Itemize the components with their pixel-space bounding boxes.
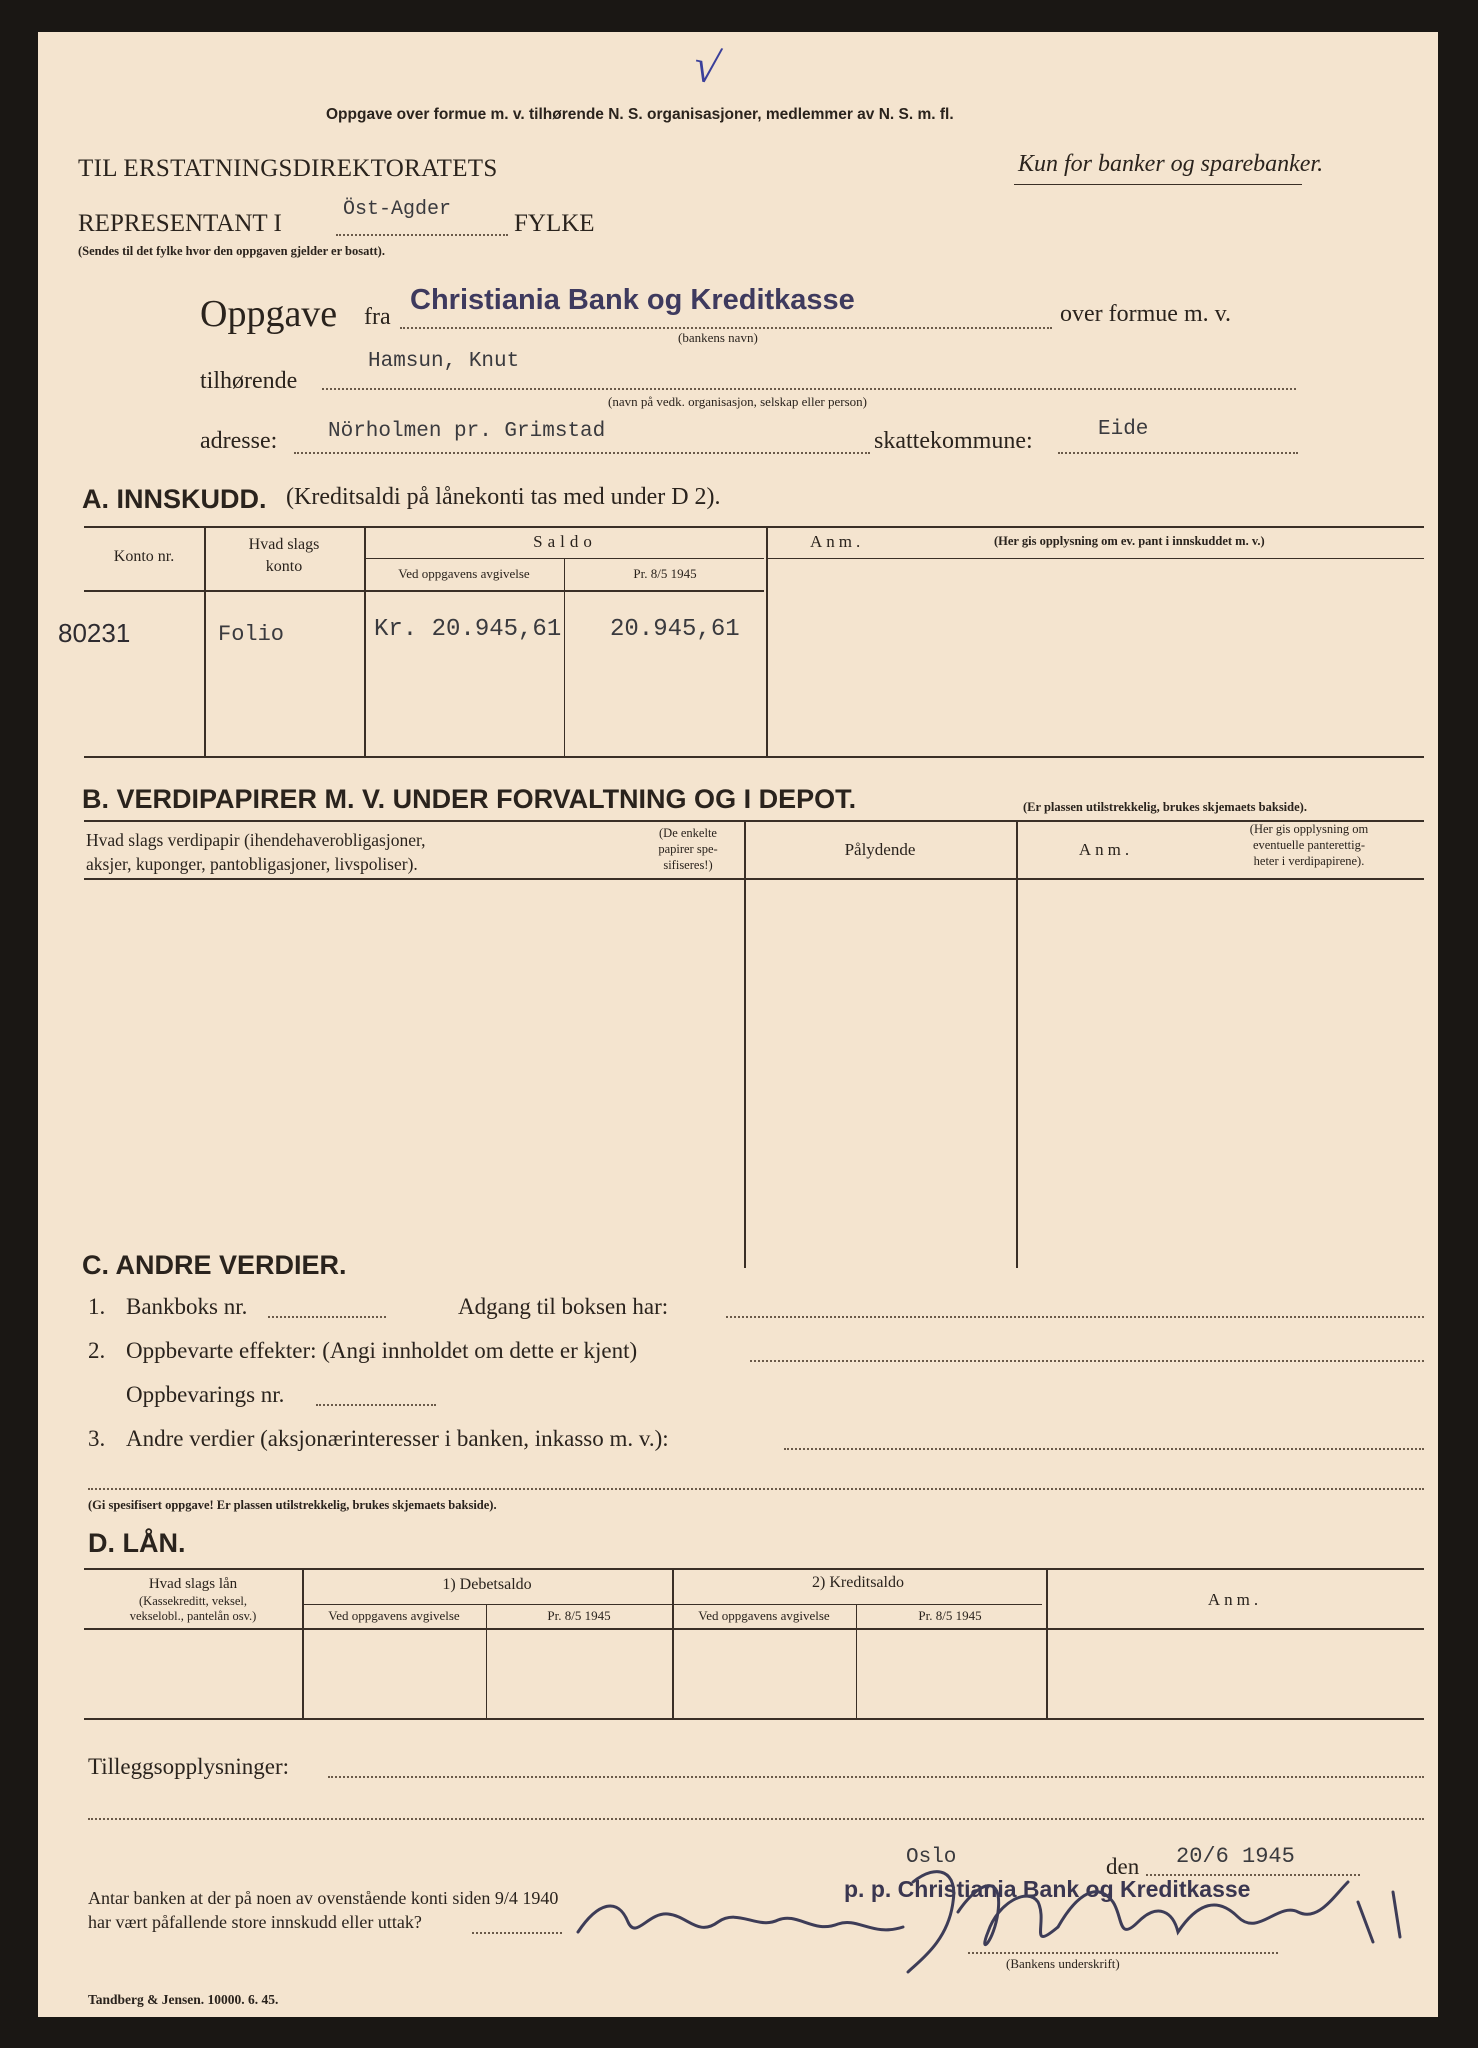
col-hvad-slags-1: Hvad slags [248,536,320,553]
adgang-field[interactable] [726,1316,1424,1318]
den-label: den [1106,1854,1140,1879]
tillegg-label: Tilleggsopplysninger: [88,1754,290,1779]
oppbevarings-field[interactable] [316,1404,436,1406]
col-hvad-slags-2: konto [265,558,303,575]
andre-verdier-field[interactable] [784,1448,1424,1450]
section-a-subtitle: (Kreditsaldi på lånekonti tas med under D 2). [286,484,721,510]
col-kreditsaldo: 2) Kreditsaldo [812,1574,904,1591]
bankboks-field[interactable] [268,1316,386,1318]
col-anm-d: Anm. [1207,1590,1263,1609]
skattekommune-label: skattekommune: [874,428,1033,454]
col-debet-pr: Pr. 8/5 1945 [547,1608,611,1623]
til-line: TIL ERSTATNINGSDIREKTORATETS [78,155,498,182]
col-debetsaldo: 1) Debetsaldo [442,1576,532,1593]
bankboks-label: Bankboks nr. [126,1294,248,1319]
effekter-label: Oppbevarte effekter: (Angi innholdet om dette er kjent) [126,1338,638,1363]
antar-field[interactable] [472,1932,562,1934]
bankens-navn-note: (bankens navn) [678,330,758,345]
representant-label: REPRESENTANT I [78,210,282,237]
col-hvad-lan-1: Hvad slags lån [148,1576,238,1592]
sendes-note: (Sendes til det fylke hvor den oppgaven gjelder er bosatt). [78,244,385,258]
col-ved-oppgavens: Ved oppgavens avgivelse [398,566,530,581]
col-debet-ved: Ved oppgavens avgivelse [328,1608,460,1623]
section-b-title: B. VERDIPAPIRER M. V. UNDER FORVALTNING OG I DEPOT. [82,784,857,814]
tilhorende-label: tilhørende [200,368,298,394]
item2-num: 2. [88,1338,106,1363]
navn-note: (navn på vedk. organisasjon, selskap eller person) [608,394,867,409]
saldo-pr-value[interactable]: 20.945,61 [610,616,740,643]
handwritten-signature [558,1842,1438,1982]
tillegg-field[interactable] [328,1776,1424,1778]
underskrift-note: (Bankens underskrift) [1006,1956,1120,1971]
checkmark: √ [688,38,725,95]
andre-verdier-field-2[interactable] [88,1488,1424,1490]
col-anm-b: Anm. [1078,840,1134,859]
skattekommune-value[interactable]: Eide [1098,418,1149,441]
col-de-enkelte-1: (De enkelte [659,826,717,840]
signing-place[interactable]: Oslo [906,1846,957,1869]
col-kredit-ved: Ved oppgavens avgivelse [698,1608,830,1623]
antar-line-1: Antar banken at der på noen av ovenstående konti siden 9/4 1940 [88,1888,559,1908]
form-sheet [38,32,1438,2017]
over-formue: over formue m. v. [1060,301,1232,327]
pp-stamp: p. p. Christiania Bank og Kreditkasse [844,1876,1251,1902]
item3-num: 3. [88,1426,106,1451]
section-c-title: C. ANDRE VERDIER. [82,1250,347,1280]
col-palydende: Pålydende [844,840,916,859]
col-verdipapir-1: Hvad slags verdipapir (ihendehaverobligasjoner, [86,830,426,850]
col-anm-b-note-1: (Her gis opplysning om [1249,822,1369,836]
adgang-label: Adgang til boksen har: [458,1294,669,1319]
col-hvad-lan-3: vekselobl., pantelån osv.) [129,1609,257,1623]
col-de-enkelte-2: papirer spe- [658,842,718,856]
fra-word: fra [364,304,391,330]
col-anm: Anm. [810,532,865,551]
section-b-note: (Er plassen utilstrekkelig, brukes skjemaets bakside). [1023,800,1307,814]
tillegg-field-2[interactable] [88,1818,1424,1820]
printer-credit: Tandberg & Jensen. 10000. 6. 45. [88,1992,279,2007]
konto-type[interactable]: Folio [218,622,285,647]
owner-name[interactable]: Hamsun, Knut [368,350,520,373]
adresse-value[interactable]: Nörholmen pr. Grimstad [328,420,606,443]
konto-number[interactable]: 80231 [58,618,131,648]
col-de-enkelte-3: sifiseres!) [663,858,713,872]
oppgave-word: Oppgave [200,293,338,335]
col-anm-note: (Her gis opplysning om ev. pant i innskuddet m. v.) [994,534,1265,548]
fylke-label: FYLKE [514,210,595,237]
oppbevarings-label: Oppbevarings nr. [126,1382,285,1407]
form-top-title: Oppgave over formue m. v. tilhørende N. S. organisasjoner, medlemmer av N. S. m. fl. [326,106,954,123]
effekter-field[interactable] [750,1360,1424,1362]
section-c-note: (Gi spesifisert oppgave! Er plassen utilstrekkelig, brukes skjemaets bakside). [88,1498,497,1512]
signing-date[interactable]: 20/6 1945 [1176,1844,1295,1869]
col-pr-dato: Pr. 8/5 1945 [633,566,697,581]
col-saldo: Saldo [533,532,597,551]
col-anm-b-note-3: heter i verdipapirene). [1253,854,1365,868]
col-anm-b-note-2: eventuelle panterettig- [1252,838,1366,852]
section-a-title: A. INNSKUDD. [82,484,267,514]
andre-verdier-label: Andre verdier (aksjonærinteresser i banken, inkasso m. v.): [126,1426,669,1451]
col-verdipapir-2: aksjer, kuponger, pantobligasjoner, livspoliser). [86,854,418,874]
antar-line-2: har vært påfallende store innskudd eller uttak? [88,1912,422,1932]
col-kredit-pr: Pr. 8/5 1945 [918,1608,982,1623]
adresse-label: adresse: [200,428,278,454]
fylke-value[interactable]: Öst-Agder [343,198,452,221]
saldo-ved-value[interactable]: Kr. 20.945,61 [374,616,562,643]
kun-for-banker: Kun for banker og sparebanker. [1018,151,1324,177]
section-d-title: D. LÅN. [88,1528,186,1558]
col-konto: Konto nr. [113,548,175,565]
item1-num: 1. [88,1294,106,1319]
col-hvad-lan-2: (Kassekreditt, veksel, [139,1594,247,1608]
bank-name[interactable]: Christiania Bank og Kreditkasse [410,284,855,316]
